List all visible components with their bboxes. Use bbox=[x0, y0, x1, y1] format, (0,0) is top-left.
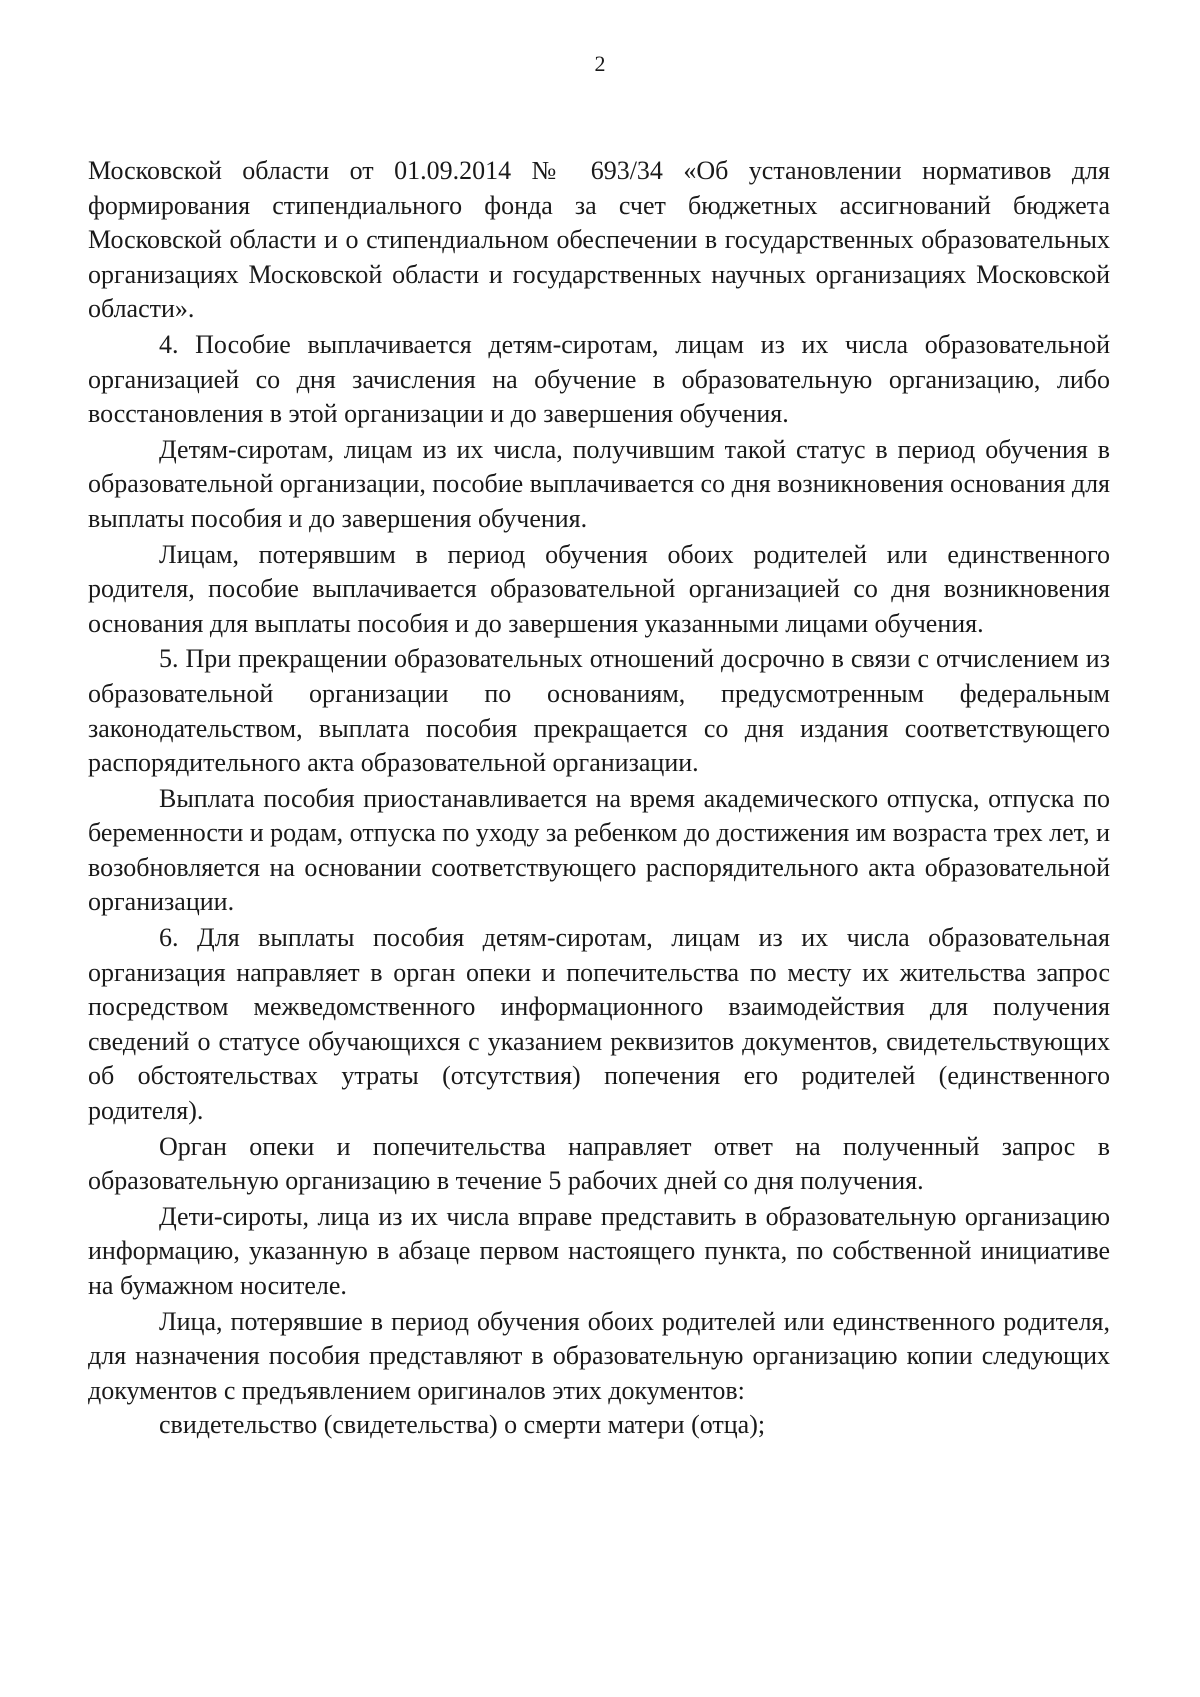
paragraph-suspension: Выплата пособия приостанавливается на время академического отпуска, отпуска по беременности и родам, отпуска по уходу за ребенком до достижения им возраста трех лет, и возобновляется на основании соответствующего распорядительного акта образовательной организации. bbox=[88, 783, 1110, 917]
paragraph-documents-required: Лица, потерявшие в период обучения обоих родителей или единственного родителя, для назначения пособия представляют в образовательную организацию копии следующих документов с предъявлением оригиналов этих документов: bbox=[88, 1306, 1110, 1405]
paragraph-orphans-status: Детям-сиротам, лицам из их числа, получившим такой статус в период обучения в образовательной организации, пособие выплачивается со дня возникновения основания для выплаты пособия и до завершения обучения. bbox=[88, 434, 1110, 533]
paragraph-own-initiative: Дети-сироты, лица из их числа вправе представить в образовательную организацию информацию, указанную в абзаце первом настоящего пункта, по собственной инициативе на бумажном носителе. bbox=[88, 1201, 1110, 1300]
paragraph-guardianship-response: Орган опеки и попечительства направляет ответ на полученный запрос в образовательную организацию в течение 5 рабочих дней со дня получения. bbox=[88, 1131, 1110, 1196]
paragraph-lost-parents: Лицам, потерявшим в период обучения обоих родителей или единственного родителя, пособие выплачивается образовательной организацией со дня возникновения основания для выплаты пособия и до завершения указанными лицами обучения. bbox=[88, 539, 1110, 638]
page-number: 2 bbox=[594, 51, 606, 76]
paragraph-death-certificate: свидетельство (свидетельства) о смерти матери (отца); bbox=[159, 1410, 766, 1440]
paragraph-item-4: 4. Пособие выплачивается детям-сиротам, лицам из их числа образовательной организацией со дня зачисления на обучение в образовательную организацию, либо восстановления в этой организации и до завершения обучения. bbox=[88, 329, 1110, 429]
document-body bbox=[88, 154, 1110, 1443]
paragraph-continuation: Московской области от 01.09.2014 № 693/34 «Об установлении нормативов для формирования стипендиального фонда за счет бюджетных ассигнований бюджета Московской области и о стипендиальном обеспечении в государственных образовательных организациях Московской области и государственных научных организациях Московской области». bbox=[88, 156, 1110, 324]
paragraph-item-5: 5. При прекращении образовательных отношений досрочно в связи с отчислением из образовательной организации по основаниям, предусмотренным федеральным законодательством, выплата пособия прекращается со дня издания соответствующего распорядительного акта образовательной организации. bbox=[88, 644, 1110, 778]
paragraph-item-6: 6. Для выплаты пособия детям-сиротам, лицам из их числа образовательная организация направляет в орган опеки и попечительства по месту их жительства запрос посредством межведомственного информационного взаимодействия для получения сведений о статусе обучающихся с указанием реквизитов документов, свидетельствующих об обстоятельствах утраты (отсутствия) попечения его родителей (единственного родителя). bbox=[88, 923, 1110, 1126]
